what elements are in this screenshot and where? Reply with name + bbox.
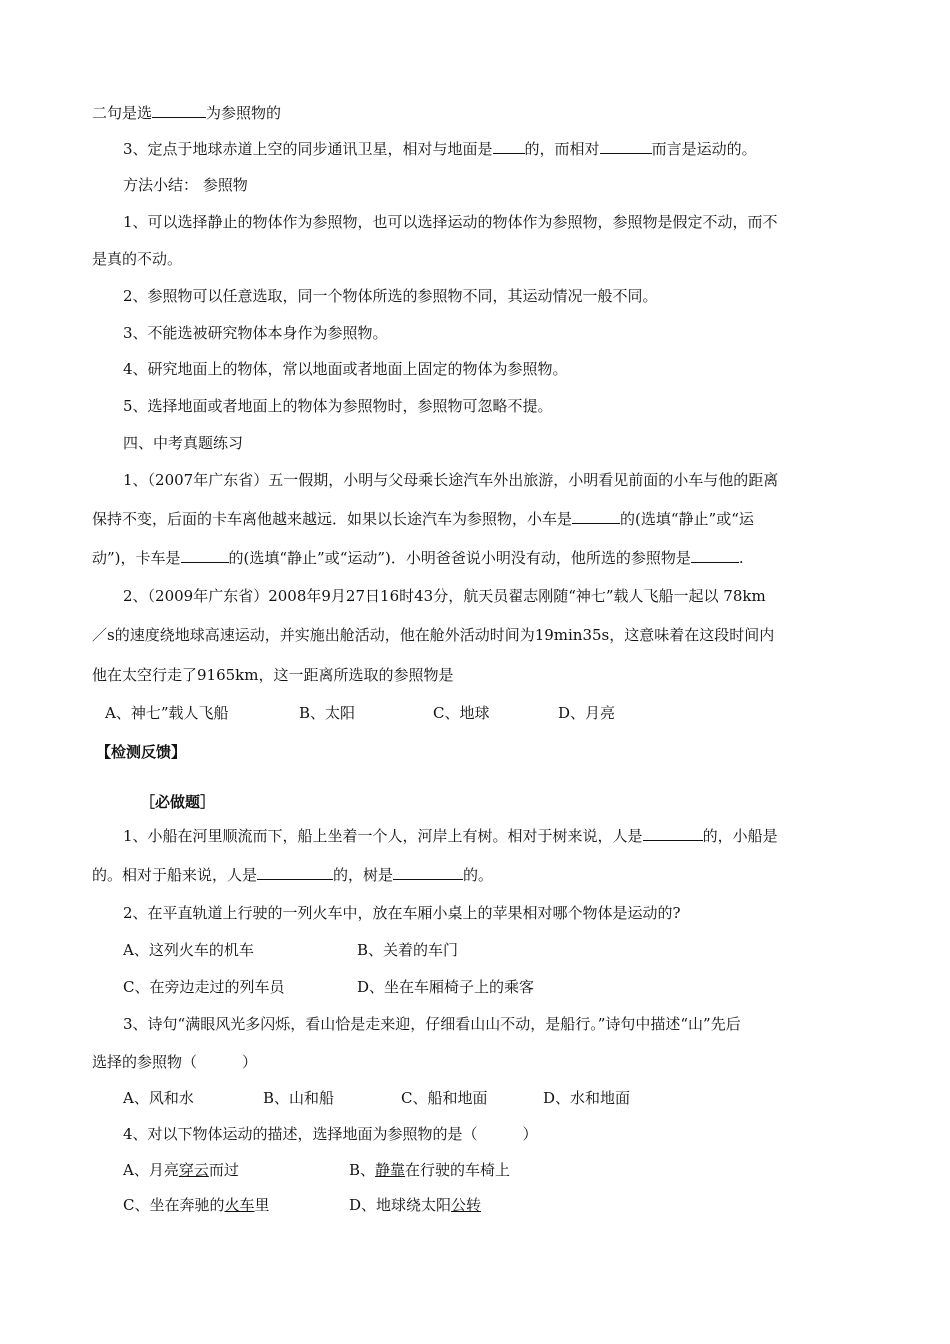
option-b: B、关着的车门: [357, 941, 459, 959]
underlined-text: 公转: [451, 1196, 482, 1214]
option-d: D、坐在车厢椅子上的乘客: [357, 978, 535, 996]
exam-question-2-cont: 他在太空行走了9165km，这一距离所选取的参照物是: [92, 666, 454, 684]
option-c: C、地球: [433, 704, 490, 722]
option-c: [123, 1195, 349, 1215]
option-a: [123, 1160, 349, 1180]
options-row: [123, 1195, 481, 1215]
options-row: [123, 977, 534, 997]
text: 的。相对于船来说，人是: [92, 866, 258, 884]
text: 的(选填“静止”或“运动”)．小明爸爸说小明没有动，他所选的参照物是: [228, 549, 691, 567]
underlined-text: 静靠: [375, 1161, 406, 1179]
option-a: A、风和水: [123, 1089, 194, 1107]
required-question-1: [123, 825, 778, 846]
section-heading: 四、中考真题练习: [123, 434, 244, 452]
summary-item-5: 5、选择地面或者地面上的物体为参照物时，参照物可忽略不提。: [123, 397, 553, 415]
summary-item-1: 1、可以选择静止的物体作为参照物，也可以选择运动的物体作为参照物，参照物是假定不动，而不: [123, 213, 778, 231]
option-d: D、水和地面: [543, 1089, 631, 1107]
required-question-2: 2、在平直轨道上行驶的一列火车中，放在车厢小桌上的苹果相对哪个物体是运动的?: [123, 904, 681, 922]
exam-question-2: 2、（2009年广东省）2008年9月27日16时43分，航天员翟志刚随“神七”载人飞船一起以 78km: [123, 587, 766, 605]
method-summary-heading: 方法小结： 参照物: [123, 176, 248, 194]
required-question-4: 4、对以下物体运动的描述，选择地面为参照物的是（ ）: [123, 1125, 538, 1143]
summary-item-2: 2、参照物可以任意选取，同一个物体所选的参照物不同，其运动情况一般不同。: [123, 287, 658, 305]
text: 二句是选: [92, 104, 153, 122]
text: 里: [254, 1196, 270, 1214]
feedback-heading: 【检测反馈】: [96, 743, 187, 761]
answer-blank: [691, 547, 739, 563]
question-3-line: [123, 138, 757, 159]
exam-question-1-cont: [92, 547, 744, 568]
text: 的(选填“静止”或“运: [620, 510, 754, 528]
text: 而言是运动的。: [651, 140, 757, 158]
summary-item-1-cont: 是真的不动。: [92, 250, 183, 268]
required-question-1-cont: [92, 864, 493, 885]
text: 在行驶的车椅上: [405, 1161, 511, 1179]
text: 的。: [463, 866, 494, 884]
required-question-3: 3、诗句“满眼风光多闪烁，看山恰是走来迎，仔细看山山不动，是船行。”诗句中描述“山”先后: [123, 1015, 741, 1033]
required-heading: ［必做题］: [140, 793, 216, 811]
text: B、: [349, 1161, 376, 1179]
exam-question-1: 1、（2007年广东省）五一假期，小明与父母乘长途汽车外出旅游，小明看见前面的小车与他的距离: [123, 471, 779, 489]
option-b: B、山和船: [263, 1089, 335, 1107]
answer-blank: [572, 508, 620, 524]
option-d: [349, 1195, 481, 1215]
options-row: [123, 1160, 510, 1180]
option-b: B、太阳: [299, 704, 356, 722]
exam-question-2-cont: ／s的速度绕地球高速运动，并实施出舱活动，他在舱外活动时间为19min35s，这意味着在这段时间内: [92, 626, 775, 644]
answer-blank: [257, 864, 333, 880]
text: A、月亮: [123, 1161, 179, 1179]
text: .: [738, 549, 744, 567]
answer-blank: [181, 547, 229, 563]
option-c: C、船和地面: [401, 1089, 488, 1107]
option-a: A、这列火车的机车: [123, 941, 254, 959]
options-row: [105, 703, 615, 723]
text: D、地球绕太阳: [349, 1196, 452, 1214]
options-row: [123, 1088, 630, 1108]
answer-blank: [643, 825, 703, 841]
text: 3、定点于地球赤道上空的同步通讯卫星，相对与地面是: [123, 140, 493, 158]
text: 的，树是: [333, 866, 394, 884]
option-d: D、月亮: [558, 704, 616, 722]
option-a: A、神七”载人飞船: [105, 704, 229, 722]
summary-item-3: 3、不能选被研究物体本身作为参照物。: [123, 324, 388, 342]
text: 保持不变，后面的卡车离他越来越远．如果以长途汽车为参照物，小车是: [92, 510, 573, 528]
options-row: [123, 940, 458, 960]
required-question-3-cont: 选择的参照物（ ）: [92, 1053, 258, 1071]
text: 而过: [208, 1161, 239, 1179]
underlined-text: 穿云: [178, 1161, 209, 1179]
text: 的，小船是: [702, 827, 778, 845]
underlined-text: 火车: [224, 1196, 255, 1214]
answer-blank: [600, 138, 652, 154]
text: 动”)，卡车是: [92, 549, 181, 567]
exam-question-1-cont: [92, 508, 754, 529]
text-line: [92, 102, 281, 123]
text: 的，而相对: [524, 140, 600, 158]
answer-blank: [393, 864, 463, 880]
text: C、坐在奔驰的: [123, 1196, 225, 1214]
text: 为参照物的: [206, 104, 282, 122]
answer-blank: [493, 138, 525, 154]
text: 1、小船在河里顺流而下，船上坐着一个人，河岸上有树。相对于树来说，人是: [123, 827, 643, 845]
option-c: C、在旁边走过的列车员: [123, 978, 285, 996]
option-b: [349, 1160, 510, 1180]
answer-blank: [152, 102, 206, 118]
summary-item-4: 4、研究地面上的物体，常以地面或者地面上固定的物体为参照物。: [123, 360, 568, 378]
